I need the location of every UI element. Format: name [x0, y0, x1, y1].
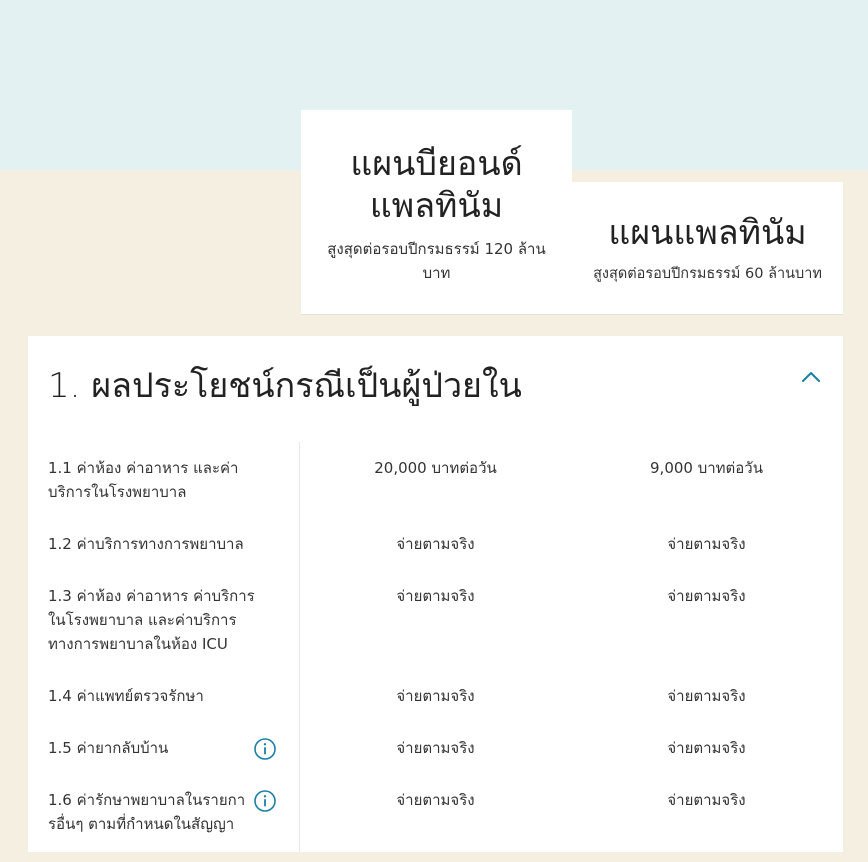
plan-name-line1: แผนบียอนด์	[350, 143, 523, 184]
section-title: 1. ผลประโยชน์กรณีเป็นผู้ป่วยใน	[48, 366, 522, 406]
plan-name: แผนแพลทินัม	[608, 212, 807, 253]
chevron-up-icon	[801, 371, 821, 383]
plan-a-value: จ่ายตามจริง	[396, 739, 475, 757]
plan-a-value: จ่ายตามจริง	[396, 535, 475, 553]
info-circle-icon	[253, 789, 277, 813]
row-label: 1.1 ค่าห้อง ค่าอาหาร และค่าบริการในโรงพยาบาล	[48, 459, 239, 501]
plan-b-value: จ่ายตามจริง	[667, 687, 746, 705]
row-label: 1.4 ค่าแพทย์ตรวจรักษา	[48, 687, 204, 705]
plan-b-value: จ่ายตามจริง	[667, 791, 746, 809]
plan-b-value: จ่ายตามจริง	[667, 587, 746, 605]
plan-card-beyond-platinum	[301, 110, 572, 315]
benefit-section-inpatient	[28, 336, 843, 852]
plan-b-value: จ่ายตามจริง	[667, 535, 746, 553]
plan-a-value: 20,000 บาทต่อวัน	[374, 459, 497, 477]
plan-card-platinum	[572, 182, 843, 315]
plan-a-value: จ่ายตามจริง	[396, 587, 475, 605]
info-circle-icon	[253, 737, 277, 761]
row-label: 1.6 ค่ารักษาพยาบาลในรายการอื่นๆ ตามที่กำหนดในสัญญา	[48, 791, 246, 833]
plan-subtitle: สูงสุดต่อรอบปีกรมธรรม์ 120 ล้านบาท	[327, 239, 546, 282]
row-label: 1.5 ค่ายากลับบ้าน	[48, 739, 169, 757]
plan-a-value: จ่ายตามจริง	[396, 687, 475, 705]
collapse-section-button[interactable]	[798, 364, 824, 390]
plan-header-divider	[301, 314, 843, 315]
row-label: 1.3 ค่าห้อง ค่าอาหาร ค่าบริการในโรงพยาบาล และค่าบริการทางการพยาบาลในห้อง ICU	[48, 587, 255, 653]
plan-subtitle: สูงสุดต่อรอบปีกรมธรรม์ 60 ล้านบาท	[593, 265, 822, 282]
plan-a-value: จ่ายตามจริง	[396, 791, 475, 809]
info-button[interactable]	[253, 737, 277, 761]
plan-name	[350, 143, 522, 227]
row-label: 1.2 ค่าบริการทางการพยาบาล	[48, 535, 244, 553]
plan-b-value: จ่ายตามจริง	[667, 739, 746, 757]
plan-b-value: 9,000 บาทต่อวัน	[650, 459, 763, 477]
plan-name-line2: แพลทินัม	[369, 185, 504, 226]
info-button[interactable]	[253, 789, 277, 813]
